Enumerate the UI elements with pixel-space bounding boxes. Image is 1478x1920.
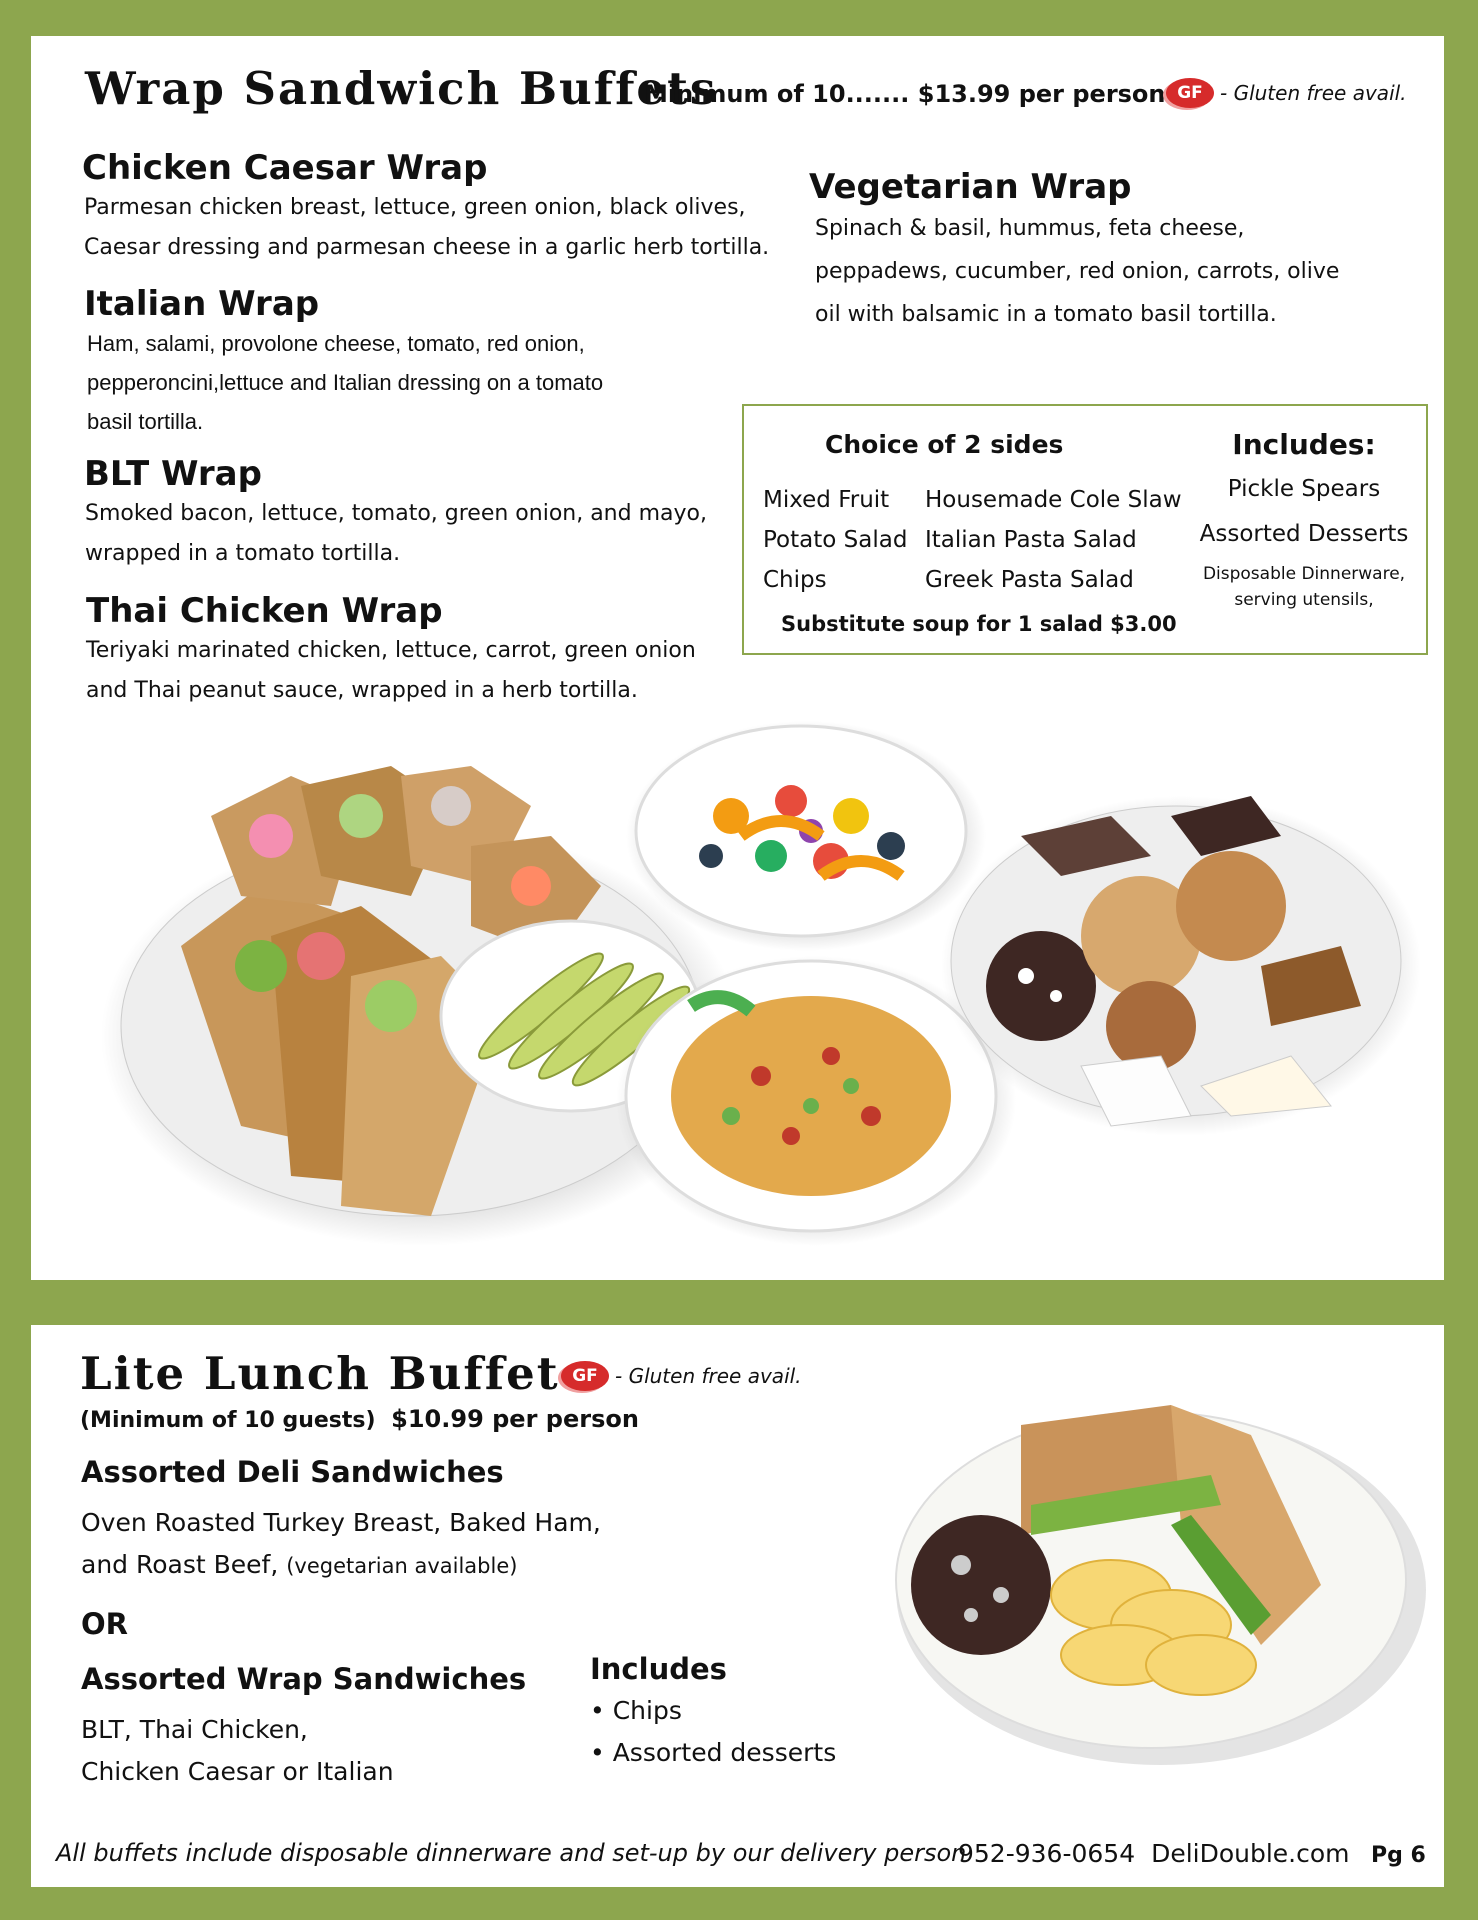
item-title: Vegetarian Wrap (809, 167, 1132, 207)
footer-contact (958, 1839, 1350, 1868)
page-number: Pg 6 (1371, 1843, 1426, 1868)
gluten-free-icon: GF (1166, 78, 1214, 108)
lite-lunch-title: Lite Lunch Buffet (80, 1347, 560, 1400)
included-item-label: Chips (612, 1696, 682, 1725)
description-line: wrapped in a tomato tortilla. (85, 541, 401, 566)
gluten-free-label: - Gluten free avail. (615, 1364, 802, 1388)
side-option: Chips (763, 567, 827, 593)
menu-item-vegetarian (809, 167, 1409, 336)
description-line: Parmesan chicken breast, lettuce, green onion, black olives, (84, 195, 746, 220)
item-description (84, 324, 744, 441)
side-option: Greek Pasta Salad (925, 567, 1134, 593)
description-line: BLT, Thai Chicken, (81, 1715, 308, 1744)
gluten-free-label: - Gluten free avail. (1220, 81, 1407, 105)
price-per-person: $10.99 per person (391, 1405, 639, 1433)
description-line: basil tortilla. (87, 409, 204, 434)
wrap-sandwiches-description (81, 1709, 394, 1793)
included-item-label: Assorted desserts (612, 1738, 837, 1767)
description-text: and Roast Beef, (81, 1550, 279, 1579)
item-description (86, 631, 766, 711)
wrap-buffet-photo (91, 706, 1431, 1276)
description-line: Chicken Caesar or Italian (81, 1757, 394, 1786)
menu-item-blt (84, 454, 764, 574)
included-item: • Chips (590, 1696, 682, 1725)
side-option: Mixed Fruit (763, 487, 890, 513)
item-description (82, 188, 802, 268)
description-line: and Thai peanut sauce, wrapped in a herb tortilla. (86, 678, 638, 703)
pasta-salad (671, 996, 951, 1196)
sides-column-2 (925, 480, 1182, 600)
included-item: • Assorted desserts (590, 1738, 837, 1767)
included-item: Assorted Desserts (1199, 521, 1409, 547)
wrap-sandwiches-title: Assorted Wrap Sandwiches (81, 1662, 527, 1696)
deli-sandwiches-title: Assorted Deli Sandwiches (81, 1455, 504, 1489)
choice-heading: Choice of 2 sides (825, 430, 1064, 459)
description-line: Ham, salami, provolone cheese, tomato, red onion, (87, 331, 585, 356)
menu-item-chicken-caesar (82, 148, 802, 268)
included-small-line: serving utensils, (1234, 590, 1374, 610)
menu-item-thai-chicken (86, 591, 766, 711)
item-title: Thai Chicken Wrap (86, 591, 443, 631)
sides-box (742, 404, 1428, 655)
minimum-guests: (Minimum of 10 guests) (80, 1408, 376, 1433)
item-title: BLT Wrap (84, 454, 262, 494)
description-line: pepperoncini,lettuce and Italian dressing on a tomato (87, 370, 604, 395)
lite-lunch-price-line (80, 1405, 639, 1433)
wrap-buffets-price: Minimum of 10....... $13.99 per person (644, 80, 1166, 108)
lite-lunch-panel (31, 1325, 1444, 1887)
included-small-line: Disposable Dinnerware, (1202, 564, 1406, 584)
item-description (84, 494, 764, 574)
includes-heading: Includes (590, 1652, 727, 1686)
substitute-note: Substitute soup for 1 salad $3.00 (781, 612, 1177, 636)
sides-column-1 (763, 480, 907, 600)
wrap-buffets-panel (31, 36, 1444, 1280)
side-option: Potato Salad (763, 527, 908, 553)
gluten-free-note (561, 1361, 802, 1391)
description-line: Caesar dressing and parmesan cheese in a garlic herb tortilla. (84, 235, 770, 260)
included-item: Pickle Spears (1227, 476, 1381, 502)
side-option: Housemade Cole Slaw (925, 487, 1182, 513)
wrap-buffets-title: Wrap Sandwich Buffets (85, 62, 718, 115)
description-line: oil with balsamic in a tomato basil tortilla. (815, 302, 1277, 327)
description-line: Oven Roasted Turkey Breast, Baked Ham, (81, 1508, 601, 1537)
side-option: Italian Pasta Salad (925, 527, 1137, 553)
description-line: Spinach & basil, hummus, feta cheese, (815, 216, 1245, 241)
includes-column (1184, 428, 1424, 611)
lite-lunch-includes (590, 1652, 836, 1774)
gluten-free-note (1166, 78, 1407, 108)
item-title: Italian Wrap (84, 284, 320, 324)
description-line: peppadews, cucumber, red onion, carrots, olive (815, 259, 1340, 284)
description-line: Teriyaki marinated chicken, lettuce, carrot, green onion (86, 638, 696, 663)
footer-website: DeliDouble.com (1151, 1839, 1350, 1868)
description-line (81, 1544, 601, 1587)
vegetarian-note: (vegetarian available) (286, 1554, 518, 1578)
deli-sandwiches-description (81, 1502, 601, 1587)
footer-note: All buffets include disposable dinnerware and set-up by our delivery person (56, 1839, 967, 1867)
menu-item-italian (84, 284, 744, 441)
cookie (911, 1515, 1051, 1655)
lite-lunch-photo (871, 1365, 1431, 1775)
or-label: OR (81, 1607, 128, 1641)
gluten-free-icon: GF (561, 1361, 609, 1391)
includes-heading: Includes: (1232, 428, 1376, 461)
footer-phone: 952-936-0654 (958, 1839, 1136, 1868)
item-description (809, 207, 1409, 336)
description-line: Smoked bacon, lettuce, tomato, green onion, and mayo, (85, 501, 707, 526)
item-title: Chicken Caesar Wrap (82, 148, 488, 188)
